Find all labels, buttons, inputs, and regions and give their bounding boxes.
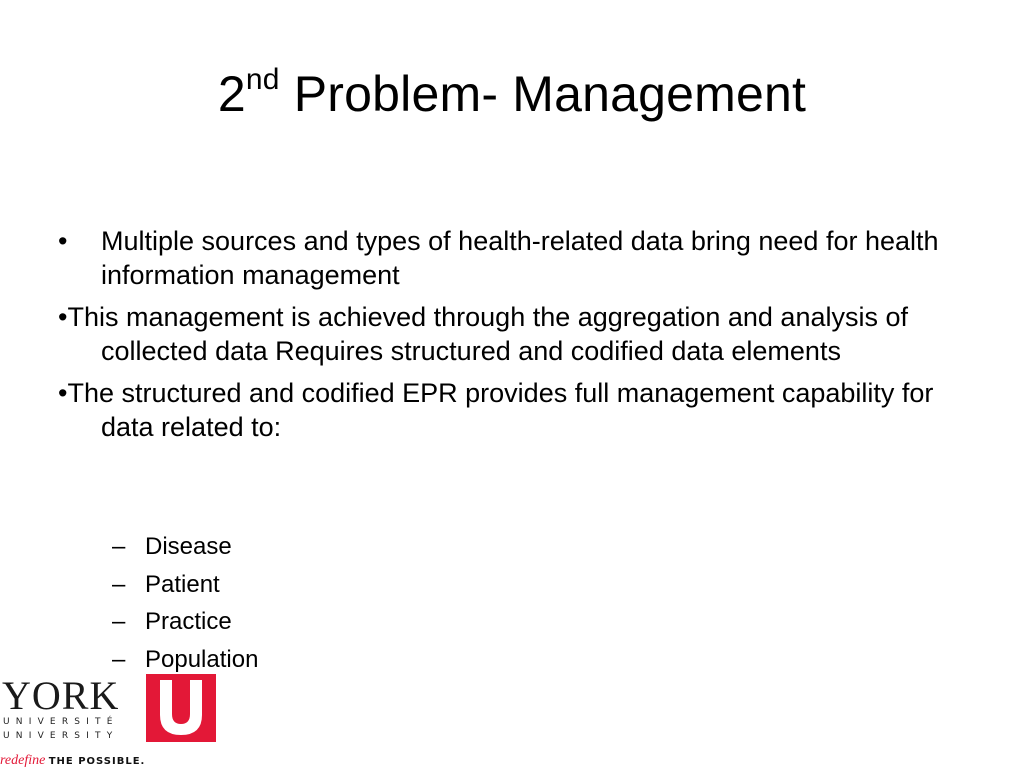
dash-marker: – (112, 645, 126, 673)
dash-marker: – (112, 608, 126, 635)
logo-wordmark: YORK (2, 673, 120, 718)
bullet-marker: • (58, 302, 68, 332)
sub-item-disease (112, 528, 258, 566)
bullet-paragraph-1 (58, 224, 958, 292)
slide-title (0, 62, 1024, 126)
logo-u-icon (146, 674, 216, 742)
sub-list (112, 528, 258, 678)
title-ordinal-suffix: nd (245, 63, 280, 97)
tagline-redefine: redefine (0, 753, 46, 768)
logo-u-shape (146, 674, 216, 742)
bullet-marker: • (58, 378, 68, 408)
bullet-text: Multiple sources and types of health-related data bring need for health information management (101, 226, 939, 290)
bullet-paragraph-2 (58, 300, 958, 368)
sub-item-text: Patient (145, 570, 220, 598)
logo-universite-line: UNIVERSITÉ (3, 717, 119, 727)
dash-marker: – (112, 533, 126, 560)
sub-item-practice (112, 603, 258, 641)
logo-tagline (0, 752, 145, 768)
sub-item-text: Practice (145, 608, 232, 635)
slide-body (58, 224, 958, 452)
sub-item-population (112, 641, 258, 679)
tagline-the-possible: THE POSSIBLE. (48, 756, 146, 767)
bullet-text: This management is achieved through the aggregation and analysis of collected data Requires structured and codified data elements (67, 302, 908, 366)
bullet-text: The structured and codified EPR provides full management capability for data related to: (67, 378, 934, 442)
sub-item-text: Disease (145, 533, 232, 560)
bullet-marker: • (58, 226, 68, 256)
sub-item-text: Population (145, 645, 259, 673)
logo-university-line: UNIVERSITY (3, 731, 119, 741)
dash-marker: – (112, 570, 126, 598)
york-university-logo (0, 674, 220, 768)
title-ordinal: 2 (217, 66, 246, 122)
sub-item-patient (112, 566, 258, 604)
bullet-paragraph-3 (58, 376, 958, 444)
title-text: Problem- Management (279, 66, 807, 122)
